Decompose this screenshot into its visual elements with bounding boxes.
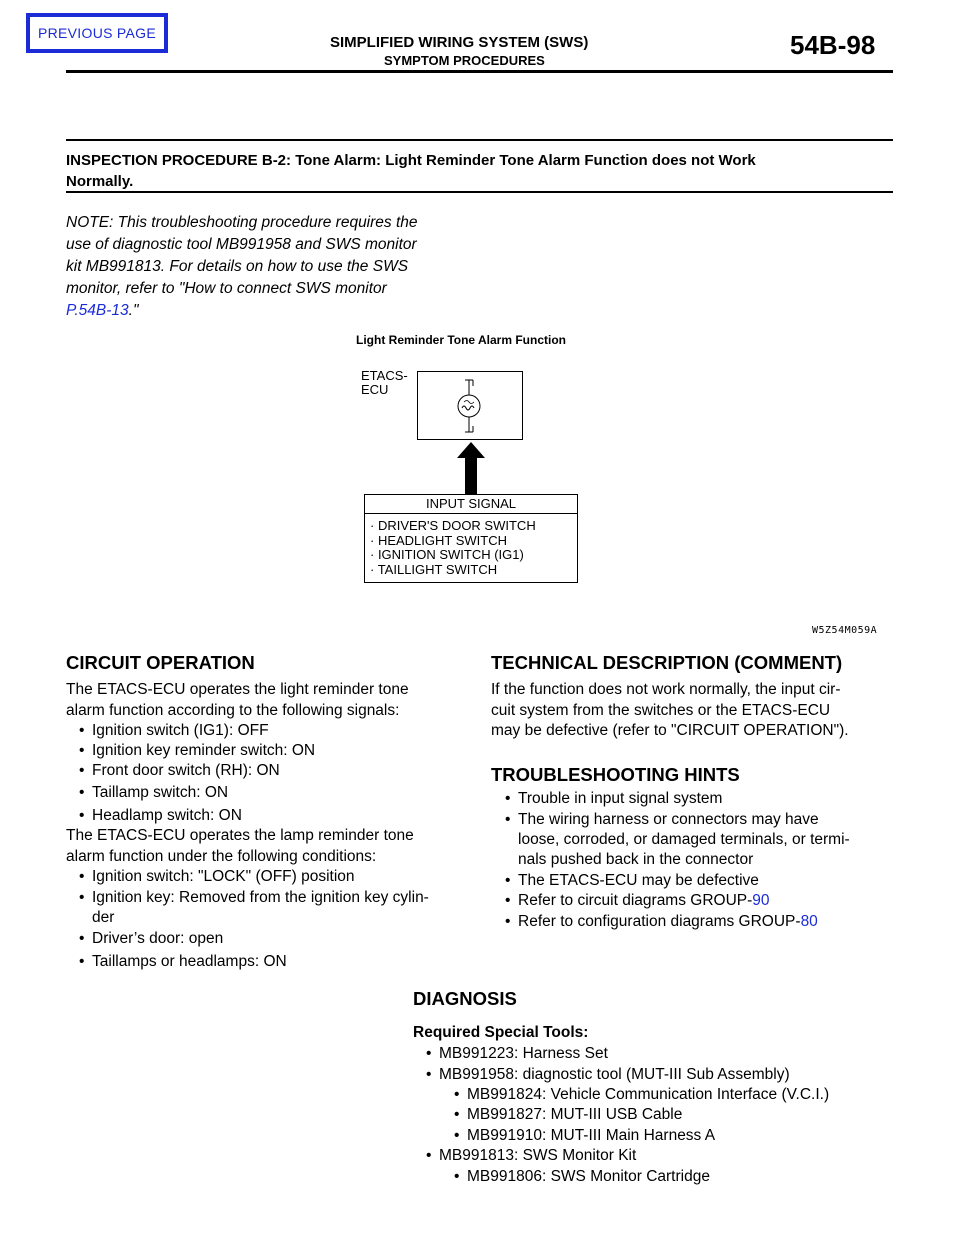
list-item: • Headlamp switch: ON: [92, 806, 242, 827]
list-item-text: Refer to configuration diagrams GROUP-: [518, 913, 801, 930]
note-line: NOTE: This troubleshooting procedure requires the: [66, 214, 418, 231]
list-item: • Front door switch (RH): ON: [92, 761, 280, 782]
figure-title: Light Reminder Tone Alarm Function: [356, 333, 566, 347]
tool-item: • MB991958: diagnostic tool (MUT-III Sub Assembly): [439, 1065, 790, 1086]
list-item: • Ignition key: Removed from the ignition key cylin-: [92, 888, 429, 909]
list-item-continuation: nals pushed back in the connector: [518, 851, 754, 868]
circuit-paragraph-1: [66, 680, 466, 721]
list-item: • The ETACS-ECU may be defective: [518, 871, 759, 892]
list-item-continuation: loose, corroded, or damaged terminals, or termi-: [518, 831, 850, 848]
list-item: • The wiring harness or connectors may have: [518, 810, 819, 831]
tool-subitem: • MB991824: Vehicle Communication Interface (V.C.I.): [467, 1085, 829, 1106]
paragraph-line: If the function does not work normally, the input cir-: [491, 681, 841, 698]
note-line: kit MB991813. For details on how to use the SWS: [66, 258, 409, 275]
list-item: • Taillamp switch: ON: [92, 783, 228, 804]
paragraph-line: The ETACS-ECU operates the lamp reminder tone: [66, 827, 414, 844]
header-subtitle: SYMPTOM PROCEDURES: [384, 53, 545, 68]
note-line: monitor, refer to "How to connect SWS monitor: [66, 280, 387, 297]
link-group-90[interactable]: 90: [752, 892, 770, 909]
diagnosis-heading: DIAGNOSIS: [413, 988, 517, 1009]
list-item: • Ignition switch: "LOCK" (OFF) position: [92, 867, 355, 888]
list-item: • Trouble in input signal system: [518, 789, 722, 810]
paragraph-line: alarm function according to the following signals:: [66, 701, 400, 719]
ecu-label-line: ETACS-: [361, 368, 408, 383]
figure-code: W5Z54M059A: [812, 625, 878, 636]
ecu-label-line: ECU: [361, 382, 389, 397]
circuit-paragraph-2: [66, 826, 466, 867]
note-link-p54b-13[interactable]: P.54B-13: [66, 302, 129, 319]
paragraph-line: alarm function under the following conditions:: [66, 847, 377, 865]
note-line: use of diagnostic tool MB991958 and SWS monitor: [66, 236, 417, 253]
page-number: 54B-98: [790, 30, 876, 60]
required-tools-label: Required Special Tools:: [413, 1024, 589, 1041]
technical-paragraph: [491, 680, 901, 742]
list-item-continuation: der: [92, 909, 115, 926]
paragraph-line: The ETACS-ECU operates the light reminder tone: [66, 681, 409, 698]
tool-item: • MB991223: Harness Set: [439, 1044, 608, 1065]
ecu-label: [361, 369, 408, 397]
buzzer-symbol-icon: [417, 371, 523, 441]
input-signal-item: · HEADLIGHT SWITCH: [370, 532, 507, 548]
input-signal-item: · TAILLIGHT SWITCH: [370, 561, 498, 577]
previous-page-button[interactable]: PREVIOUS PAGE: [26, 13, 168, 53]
link-group-80[interactable]: 80: [800, 913, 818, 930]
list-item: • Ignition switch (IG1): OFF: [92, 721, 269, 742]
list-item-text: Refer to circuit diagrams GROUP-: [518, 892, 753, 909]
title-top-rule: [66, 139, 893, 141]
input-signal-item: · DRIVER'S DOOR SWITCH: [370, 518, 536, 533]
tool-subitem: • MB991806: SWS Monitor Cartridge: [467, 1167, 710, 1188]
note-line-end: .": [128, 302, 139, 319]
title-bottom-rule: [66, 191, 893, 193]
note-block: [66, 212, 476, 322]
header-title: SIMPLIFIED WIRING SYSTEM (SWS): [330, 34, 589, 51]
tool-subitem: • MB991910: MUT-III Main Harness A: [467, 1126, 715, 1147]
circuit-operation-heading: CIRCUIT OPERATION: [66, 652, 255, 673]
input-signal-item: · IGNITION SWITCH (IG1): [370, 547, 524, 562]
header-rule: [66, 70, 893, 73]
input-signal-divider: [364, 513, 578, 514]
input-signal-list: [370, 519, 536, 577]
list-item: [518, 912, 818, 933]
paragraph-line: cuit system from the switches or the ETACS-ECU: [491, 701, 831, 719]
list-item: • Ignition key reminder switch: ON: [92, 741, 315, 762]
signal-arrow-icon: [455, 440, 487, 496]
tool-subitem: • MB991827: MUT-III USB Cable: [467, 1105, 682, 1126]
paragraph-line: may be defective (refer to "CIRCUIT OPERATION").: [491, 722, 849, 739]
technical-description-heading: TECHNICAL DESCRIPTION (COMMENT): [491, 652, 843, 673]
tool-item: • MB991813: SWS Monitor Kit: [439, 1146, 636, 1167]
list-item: • Taillamps or headlamps: ON: [92, 952, 287, 973]
list-item: [518, 891, 770, 912]
procedure-title-line: INSPECTION PROCEDURE B-2: Tone Alarm: Light Reminder Tone Alarm Function does not Work: [66, 152, 756, 169]
procedure-title-line: Normally.: [66, 173, 134, 190]
troubleshooting-hints-heading: TROUBLESHOOTING HINTS: [491, 764, 740, 785]
input-signal-header: INPUT SIGNAL: [425, 496, 517, 511]
procedure-title: [66, 150, 886, 192]
list-item: • Driver’s door: open: [92, 929, 223, 950]
